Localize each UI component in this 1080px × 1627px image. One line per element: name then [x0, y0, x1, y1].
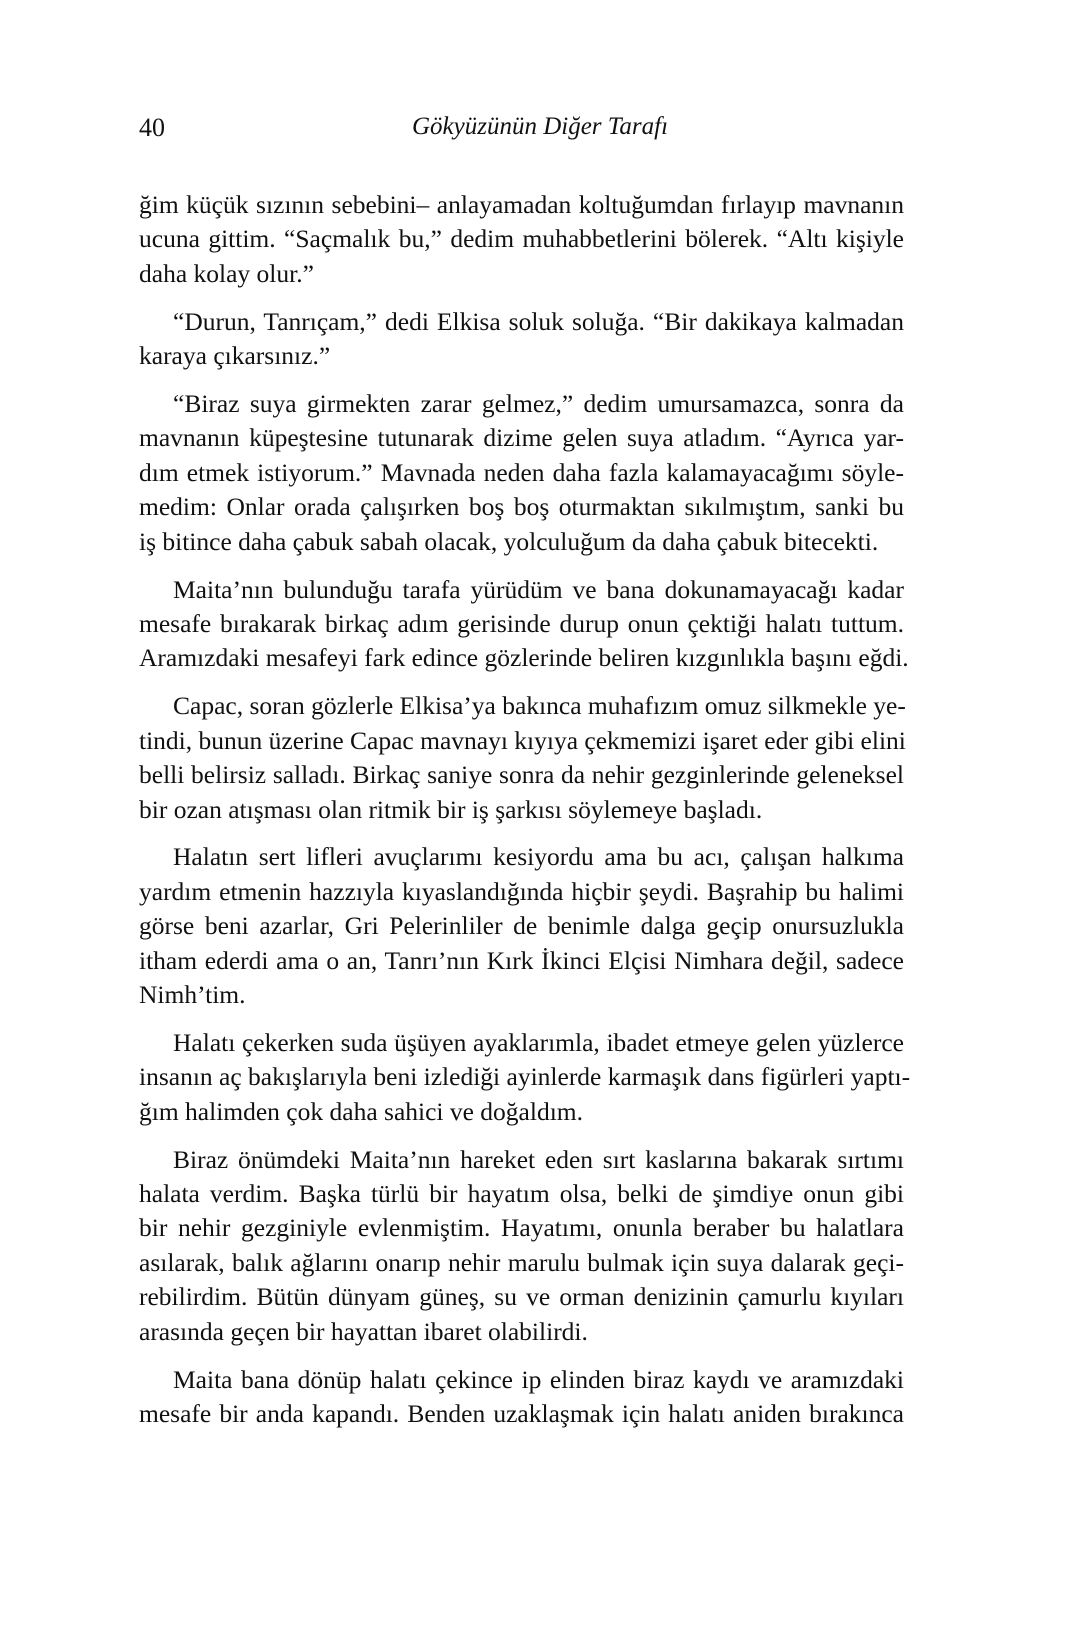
text-line: Maita’nın bulunduğu tarafa yürüdüm ve bana dokunamayacağı kadar: [173, 574, 904, 604]
text-line: Halatı çekerken suda üşüyen ayaklarımla, ibadet etmeye gelen yüzlerce: [173, 1027, 904, 1057]
text-line: daha kolay olur.”: [139, 258, 314, 288]
paragraph: [139, 689, 904, 827]
text-line: mavnanın küpeştesine tutunarak dizime gelen suya atladım. “Ayrıca yar-: [139, 423, 904, 453]
text-line: medim: Onlar orada çalışırken boş boş oturmaktan sıkılmıştım, sanki bu: [139, 492, 904, 522]
body-text: [139, 188, 911, 1445]
text-line: Maita bana dönüp halatı çekince ip elinden biraz kaydı ve aramızdaki: [173, 1364, 904, 1394]
text-line: ucuna gittim. “Saçmalık bu,” dedim muhabbetlerini bölerek. “Altı kişiyle: [139, 224, 904, 254]
text-line: arasında geçen bir hayattan ibaret olabilirdi.: [139, 1316, 588, 1346]
text-line: Capac, soran gözlerle Elkisa’ya bakınca muhafızım omuz silkmekle ye-: [173, 691, 906, 721]
text-line: yardım etmenin hazzıyla kıyaslandığında hiçbir şeydi. Başrahip bu halimi: [139, 876, 904, 906]
paragraph: [139, 1143, 904, 1349]
text-line: mesafe bırakarak birkaç adım gerisinde durup onun çektiği halatı tuttum.: [139, 608, 904, 638]
text-line: ğım halimden çok daha sahici ve doğaldım.: [139, 1096, 584, 1126]
text-line: Halatın sert lifleri avuçlarımı kesiyordu ama bu acı, çalışan halkıma: [173, 842, 904, 872]
page-number: 40: [139, 113, 165, 142]
paragraph: [139, 188, 904, 291]
paragraph: [139, 840, 904, 1012]
paragraph: [139, 387, 904, 559]
paragraph: [139, 305, 904, 374]
running-title: Gökyüzünün Diğer Tarafı: [411, 113, 669, 140]
text-line: bir ozan atışması olan ritmik bir iş şarkısı söylemeye başladı.: [139, 794, 763, 824]
text-line: tindi, bunun üzerine Capac mavnayı kıyıya çekmemizi işaret eder gibi elini: [139, 725, 906, 755]
text-line: insanın aç bakışlarıyla beni izlediği ayinlerde karmaşık dans figürleri yaptı-: [139, 1062, 911, 1092]
text-line: dım etmek istiyorum.” Mavnada neden daha fazla kalamayacağımı söyle-: [139, 457, 904, 487]
paragraph: [139, 1026, 911, 1129]
text-line: “Biraz suya girmekten zarar gelmez,” dedim umursamazca, sonra da: [173, 389, 904, 419]
text-line: Nimh’tim.: [139, 980, 246, 1010]
text-line: ğim küçük sızının sebebini– anlayamadan koltuğumdan fırlayıp mavnanın: [139, 190, 904, 219]
text-line: bir nehir gezginiyle evlenmiştim. Hayatımı, onunla beraber bu halatlara: [139, 1213, 904, 1243]
text-line: karaya çıkarsınız.”: [139, 341, 331, 371]
text-line: belli belirsiz salladı. Birkaç saniye sonra da nehir gezginlerinde geleneksel: [139, 760, 904, 790]
text-line: itham ederdi ama o an, Tanrı’nın Kırk İkinci Elçisi Nimhara değil, sadece: [139, 945, 904, 975]
paragraph: [139, 573, 909, 676]
text-line: “Durun, Tanrıçam,” dedi Elkisa soluk soluğa. “Bir dakikaya kalmadan: [173, 306, 904, 336]
text-line: mesafe bir anda kapandı. Benden uzaklaşmak için halatı aniden bırakınca: [139, 1399, 904, 1428]
text-line: halata verdim. Başka türlü bir hayatım olsa, belki de şimdiye onun gibi: [139, 1179, 904, 1209]
text-line: iş bitince daha çabuk sabah olacak, yolculuğum da daha çabuk bitecekti.: [139, 526, 879, 556]
text-line: asılarak, balık ağlarını onarıp nehir marulu bulmak için suya dalarak geçi-: [139, 1247, 904, 1277]
text-line: rebilirdim. Bütün dünyam güneş, su ve orman denizinin çamurlu kıyıları: [139, 1282, 904, 1312]
text-line: Aramızdaki mesafeyi fark edince gözlerinde beliren kızgınlıkla başını eğdi.: [139, 643, 909, 673]
text-line: Biraz önümdeki Maita’nın hareket eden sırt kaslarına bakarak sırtımı: [173, 1144, 904, 1174]
text-line: görse beni azarlar, Gri Pelerinliler de benimle dalga geçip onursuzlukla: [139, 911, 904, 941]
paragraph: [139, 1363, 904, 1432]
